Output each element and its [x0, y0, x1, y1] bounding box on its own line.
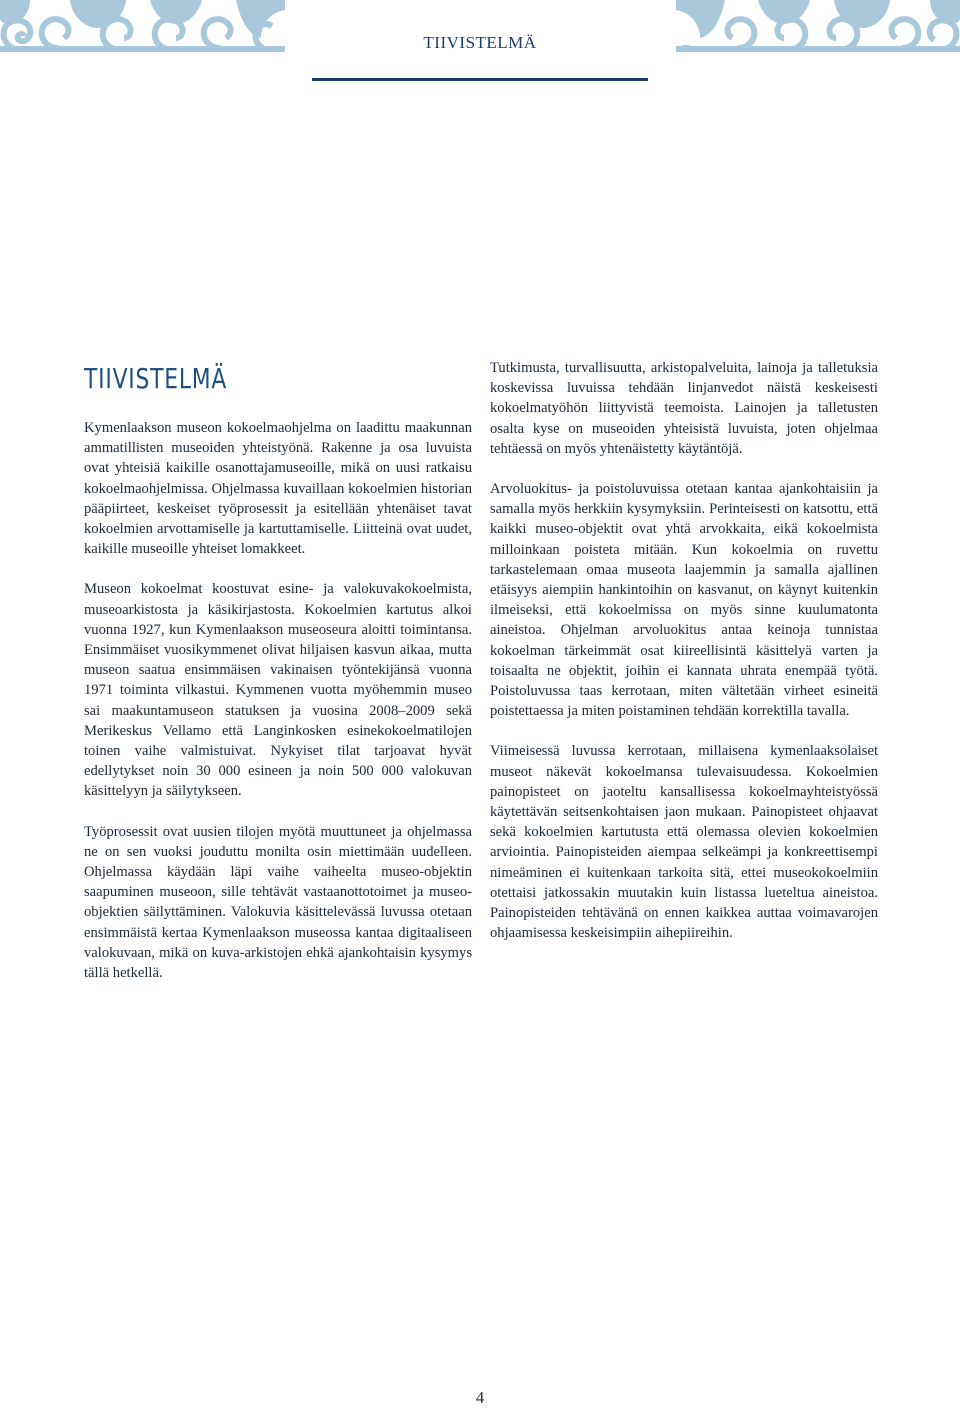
header-rule [312, 78, 648, 81]
running-header: TIIVISTELMÄ [423, 33, 537, 52]
right-column [490, 358, 878, 963]
paragraph: Tutkimusta, turvallisuutta, arkistopalveluita, lainoja ja talletuksia koskevissa luvuissa tehdään linjanvedot näistä keskeisesti kokoelmatyöhön liittyvistä teemoista. Lainojen ja talletusten osalta kyse on museoiden yhteisistä luvuista, joten ohjelmaa tehtäessä on myös yhtenäistetty käytäntöjä. [490, 360, 878, 457]
paragraph: Viimeisessä luvussa kerrotaan, millaisena kymenlaaksolaiset museot näkevät kokoelmansa tulevaisuudessa. Kokoelmien painopisteet on jaoteltu kansallisessa kokoelmayhteistyössä käytettävän seitsenkohtaisen jaon mukaan. Painopisteet ohjaavat sekä kokoelmien kartutusta että olemassa olevien kokoelmien arviointia. Painopisteiden aiempaa selkeämpi ja konkreettisempi nimeäminen ei kuitenkaan tarkoita sitä, ettei museokokoelmiin otettaisi jatkossakin muutakin kuin listassa lueteltua aineistoa. Painopisteiden tehtävänä on ennen kaikkea auttaa voimavarojen ohjaamisessa keskeisimpiin aihepiireihin. [490, 743, 878, 942]
paragraph: Museon kokoelmat koostuvat esine- ja valokuvakokoelmista, museoarkistosta ja käsikirjastosta. Kokoelmien kartutus alkoi vuonna 1927, kun Kymenlaakson museoseura aloitti toimintansa. Ensimmäiset vuosikymmenet olivat hiljaisen kasvun aikaa, mutta museon saatua ensimmäisen vakinaisen työntekijänsä vuonna 1971 toiminta vilkastui. Kymmenen vuotta myöhemmin museo sai maakuntamuseon statuksen ja vuosina 2008–2009 sekä Merikeskus Vellamo että Langinkosken esinekokoelmatilojen toinen vaihe valmistuivat. Nykyiset tilat tarjoavat hyvät edellytykset noin 30 000 esineen ja noin 500 000 valokuvan käsittelyyn ja säilytykseen. [84, 581, 472, 800]
section-title: TIIVISTELMÄ [84, 362, 228, 395]
paragraph: Työprosessit ovat uusien tilojen myötä muuttuneet ja ohjelmassa ne on sen vuoksi jouduttu monilta osin miettimään uudelleen. Ohjelmassa käydään läpi vaihe vaiheelta museo-objektin saapuminen museoon, sille tehtävät vastaanottotoimet ja museo-objektien säilyttäminen. Valokuvia käsittelevässä luvussa otetaan ensimmäistä kertaa Kymenlaakson museossa kantaa digitaaliseen valokuvaan, mikä on kuva-arkistojen ehkä ajankohtaisin kysymys tällä hetkellä. [84, 823, 472, 982]
page-number: 4 [475, 1388, 485, 1407]
paragraph: Arvoluokitus- ja poistoluvuissa otetaan kantaa ajankohtaisiin ja samalla myös herkkiin kysymyksiin. Perinteisesti on katsottu, että kaikki museo-objektit ovat yhtä arvokkaita, eikä kokoelmista milloinkaan poisteta mitään. Kun kokoelmia on ruvettu tarkastelemaan omaa museota laajemmin ja samalla ajallinen etäisyys aiempiin hankintoihin on kasvanut, on käynyt kuitenkin ilmeiseksi, että kokoelmissa on myös sinne kuulumatonta aineistoa. Ohjelman arvoluokitus antaa keinoja tunnistaa kokoelman tärkeimmät osat kiireellisintä käsittelyä varten ja toisaalta ne objektit, joihin ei kannata uhrata enempää työtä. Poistoluvussa taas kerrotaan, miten vältetään virheet esineitä poistettaessa ja miten poistaminen tehdään korrektilla tavalla. [490, 481, 878, 720]
left-column [84, 418, 472, 1003]
paragraph: Kymenlaakson museon kokoelmaohjelma on laadittu maakunnan ammatillisten museoiden yhteistyönä. Rakenne ja osa luvuista ovat yhteisiä kaikille osanottajamuseoille, mikä on uusi ratkaisu kokoelmaohjelmissa. Ohjelmassa kuvaillaan kokoelmien historian pääpiirteet, keskeiset työprosessit ja esitellään yhtenäiset tavat kokoelmien arvottamiselle ja kartuttamiselle. Liitteinä ovat uudet, kaikille museoille yhteiset lomakkeet. [84, 420, 472, 558]
